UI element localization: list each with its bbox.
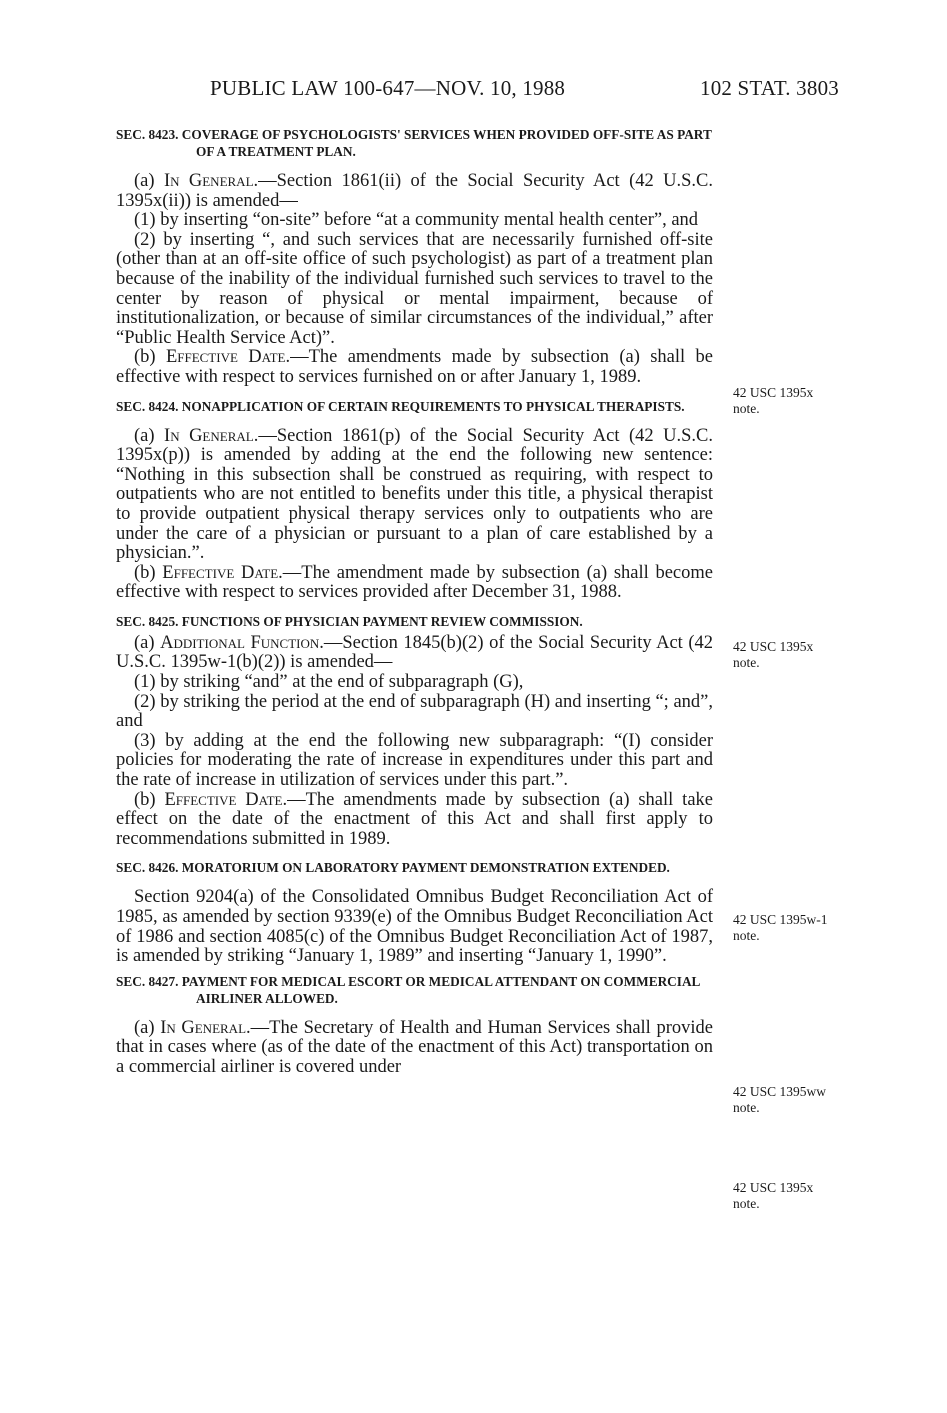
section-8425-a1: (1) by striking “and” at the end of subparagraph (G), [134, 672, 524, 693]
caption: In General. [163, 171, 259, 191]
caption: Additional Function. [160, 632, 324, 653]
caption: In General. [160, 1017, 251, 1038]
section-8425-a3: (3) by adding at the end the following new subparagraph: “(I) consider policies for moderating the rate of increase in expenditures under this part and the rate of increase in utilization of services under this part.”. [116, 730, 713, 791]
section-8425-a: (a) Additional Function.—Section 1845(b)(2) of the Social Security Act (42 U.S.C. 1395w-1(b)(2)) is amended— [116, 632, 714, 673]
margin-note-8426: 42 USC 1395ww note. [733, 1084, 827, 1115]
section-8425-a2: (2) by striking the period at the end of subparagraph (H) and inserting “; and”, and [116, 691, 713, 732]
section-8423-a2: (2) by inserting “, and such services that are necessarily furnished off-site (other than at an off-site office of such psychologist) as part of a treatment plan because of the inability of the individual furnished such services to travel to the center by reason of physical or mental impairment, because of institutionalization, or because of similar circumstances of the individual,” after “Public Health Service Act)”. [116, 229, 713, 348]
margin-note-8423: 42 USC 1395x note. [733, 385, 814, 416]
caption: Effective Date. [164, 789, 288, 810]
margin-note-8424: 42 USC 1395x note. [733, 639, 814, 670]
section-8423-a1: (1) by inserting “on-site” before “at a community mental health center”, and [134, 210, 699, 231]
page-header-stat: 102 STAT. 3803 [700, 76, 839, 100]
section-8427-a: (a) In General.—The Secretary of Health and Human Services shall provide that in cases where (as of the date of the enactment of this Act) transportation on a commercial airliner is covered under [116, 1017, 713, 1077]
section-8424-a: (a) In General.—Section 1861(p) of the Social Security Act (42 U.S.C. 1395x(p)) is amended by adding at the end the following new sentence: “Nothing in this subsection shall be construed as requiring, with respect to outpatients who are not entitled to benefits under this title, a physical therapist to provide outpatient physical therapy services only to outpatients who are under the care of a physician or pursuant to a plan of care established by a physician.”. [116, 425, 713, 564]
section-8423-b: (b) Effective Date.—The amendments made by subsection (a) shall be effective with respect to services furnished on or after January 1, 1989. [116, 347, 713, 387]
margin-note-8425: 42 USC 1395w-1 note. [733, 912, 828, 943]
section-8424-heading: SEC. 8424. NONAPPLICATION OF CERTAIN REQUIREMENTS TO PHYSICAL THERAPISTS. [116, 398, 685, 414]
margin-note-8427: 42 USC 1395x note. [733, 1180, 814, 1211]
page-header-title: PUBLIC LAW 100-647—NOV. 10, 1988 [210, 76, 566, 100]
section-8423-heading: SEC. 8423. COVERAGE OF PSYCHOLOGISTS' SERVICES WHEN PROVIDED OFF-SITE AS PART OF A TREATMENT PLAN. [116, 127, 712, 159]
caption: Effective Date. [162, 562, 283, 583]
section-8423-a: (a) In General.—Section 1861(ii) of the Social Security Act (42 U.S.C. 1395x(ii)) is amended— [116, 171, 713, 211]
section-8426-heading: SEC. 8426. MORATORIUM ON LABORATORY PAYMENT DEMONSTRATION EXTENDED. [116, 860, 670, 876]
caption: In General. [164, 425, 259, 446]
section-8424-b: (b) Effective Date.—The amendment made by subsection (a) shall become effective with respect to services provided after December 31, 1988. [116, 562, 713, 603]
caption: Effective Date. [165, 347, 291, 368]
section-8425-b: (b) Effective Date.—The amendments made by subsection (a) shall take effect on the date of the enactment of this Act and shall first apply to recommendations submitted in 1989. [116, 789, 713, 849]
main-text [116, 126, 713, 1078]
section-8426-text: Section 9204(a) of the Consolidated Omnibus Budget Reconciliation Act of 1985, as amended by section 9339(e) of the Omnibus Budget Reconciliation Act of 1986 and section 4085(c) of the Omnibus Budget Reconciliation Act of 1987, is amended by striking “January 1, 1989” and inserting “January 1, 1990”. [116, 887, 713, 967]
section-8427-heading: SEC. 8427. PAYMENT FOR MEDICAL ESCORT OR MEDICAL ATTENDANT ON COMMERCIAL AIRLINER ALLOWED. [116, 973, 700, 1006]
section-8425-heading: SEC. 8425. FUNCTIONS OF PHYSICIAN PAYMENT REVIEW COMMISSION. [116, 613, 583, 629]
